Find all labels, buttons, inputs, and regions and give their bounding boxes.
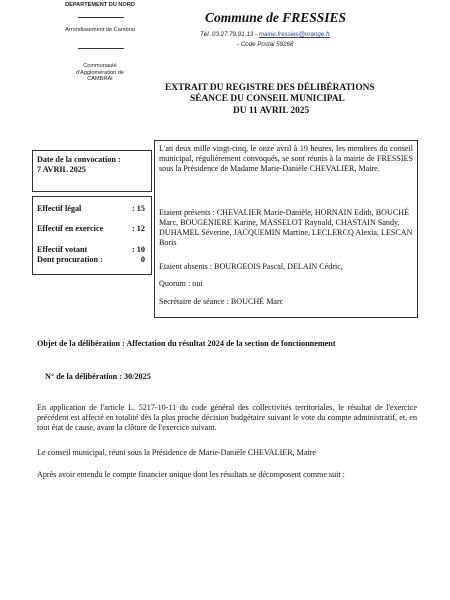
attendees-absent: Etaient absents : BOURGEOIS Pascal, DELAIN Cédric, bbox=[159, 262, 343, 271]
procuration-label: Dont procuration : bbox=[37, 255, 103, 264]
effectif-legal-value: : 15 bbox=[132, 204, 145, 213]
attendees-present: Etaient présents : CHEVALIER Marie-Danièle, HORNAIN Edith, BOUCHÉ Marc, BOUGENIERE Karine, MASSELOT Raynald, CHASTAIN Sandy, DUHAMEL Séverine, JACQUEMIN Martine, LECLERCQ Alexia, LESCAN Boris bbox=[159, 208, 413, 247]
effectif-legal-label: Effectif légal bbox=[37, 204, 82, 213]
commune-title: Commune de FRESSIES bbox=[205, 10, 347, 25]
commune-contact-line bbox=[200, 31, 330, 38]
effectif-exercice-label: Effectif en exercice bbox=[37, 224, 104, 233]
session-intro: L'an deux mille vingt-cinq, le onze avril à 19 heures, les membres du conseil municipal, régulièrement convoqués, se sont réunis à la mairie de FRESSIES sous la Présidence de Madame Marie-Danièle CHEVALIER, Maire. bbox=[159, 144, 413, 173]
convocation-date: 7 AVRIL 2025 bbox=[37, 165, 86, 174]
results-intro-paragraph: Après avoir entendu le compte financier unique dont les résultats se décomposent comme suit : bbox=[37, 470, 345, 479]
legal-basis-paragraph: En application de l'article L. 5217-10-11 du code général des collectivités territoriales, le résultat de l'exercice précédent est affecté en totalité dès la plus proche décision budgétaire suivant le vote du compte administratif, et, en tout état de cause, avant la clôture de l'exercice suivant. bbox=[37, 403, 417, 432]
deliberation-number: N° de la délibération : 30/2025 bbox=[45, 372, 151, 381]
commune-email-link[interactable]: mairie.fressies@orange.fr bbox=[258, 31, 330, 38]
session-box bbox=[154, 140, 418, 318]
commune-phone: Tél. 03.27.79.91.13 - bbox=[200, 31, 258, 38]
extrait-line-3: DU 11 AVRIL 2025 bbox=[233, 106, 310, 116]
procuration-value: 0 bbox=[140, 255, 145, 264]
effectif-votant-value: : 10 bbox=[132, 245, 145, 254]
department-label: DEPARTEMENT DU NORD bbox=[65, 2, 135, 8]
session-secretary: Secrétaire de séance : BOUCHÉ Marc bbox=[159, 297, 284, 306]
council-statement-paragraph: Le conseil municipal, réuni sous la Présidence de Marie-Danièle CHEVALIER, Maire bbox=[37, 448, 317, 457]
commune-postal-code: - Code Postal 59268 bbox=[237, 41, 294, 48]
extrait-line-1: EXTRAIT DU REGISTRE DES DÉLIBÉRATIONS bbox=[165, 83, 375, 93]
effectif-exercice-value: : 12 bbox=[132, 224, 145, 233]
arrondissement-label: Arrondissement de Cambrai bbox=[65, 27, 135, 33]
convocation-box bbox=[32, 150, 152, 192]
header-rule-middle bbox=[78, 48, 124, 49]
effectifs-box bbox=[32, 196, 152, 275]
procuration-row bbox=[37, 255, 145, 265]
deliberation-subject: Objet de la délibération : Affectation du résultat 2024 de la section de fonctionnement bbox=[37, 339, 336, 348]
quorum-status: Quorum : oui bbox=[159, 279, 203, 288]
effectif-exercice-row bbox=[37, 224, 145, 234]
header-rule-top bbox=[78, 17, 124, 18]
convocation-label: Date de la convocation : bbox=[37, 155, 121, 164]
community-label: Communauté d'Agglomération de CAMBRAI bbox=[75, 63, 125, 83]
extrait-line-2: SÉANCE DU CONSEIL MUNICIPAL bbox=[190, 94, 345, 104]
effectif-legal-row bbox=[37, 204, 145, 214]
effectif-votant-row bbox=[37, 245, 145, 255]
effectif-votant-label: Effectif votant bbox=[37, 245, 88, 254]
